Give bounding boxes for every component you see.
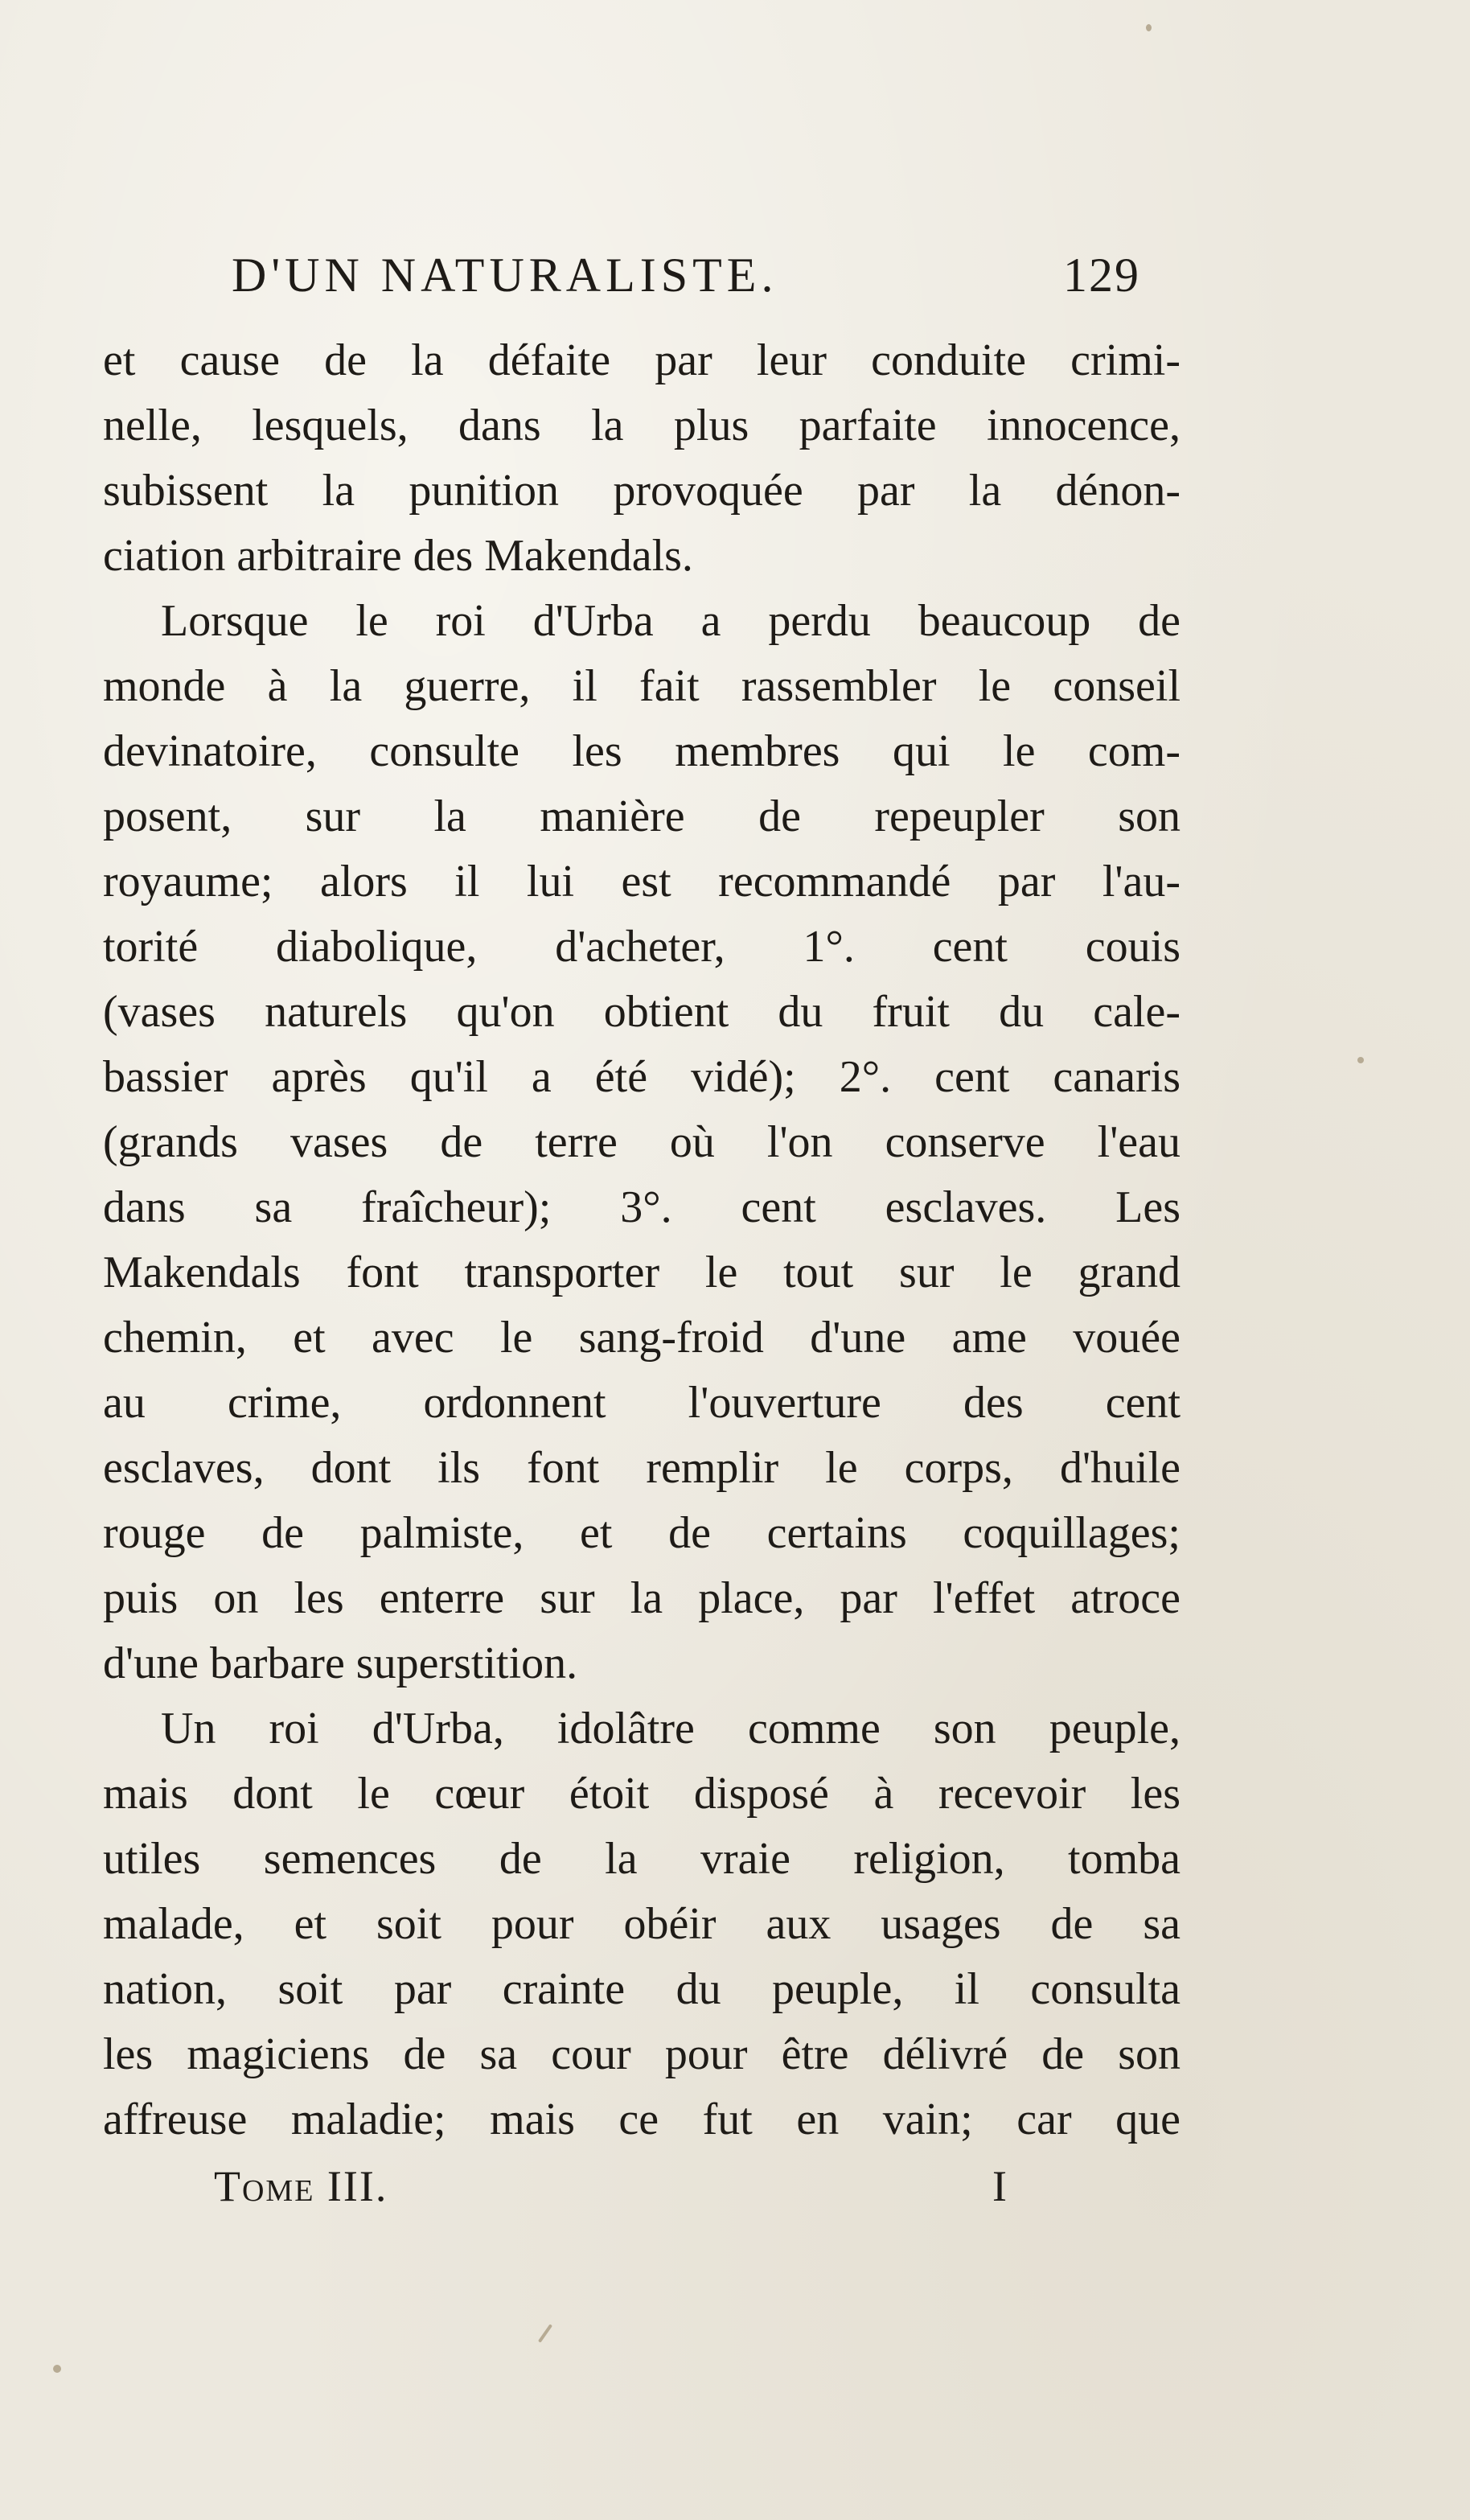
text-line: et cause de la défaite par leur conduite crimi- [103, 335, 1181, 385]
text-line: puis on les enterre sur la place, par l'effet atroce [103, 1573, 1181, 1623]
text-line: malade, et soit pour obéir aux usages de sa [103, 1899, 1181, 1949]
volume-label: Tome III. [214, 2162, 388, 2210]
text-line: au crime, ordonnent l'ouverture des cent [103, 1378, 1181, 1428]
page-number: 129 [1063, 249, 1140, 302]
paragraph-2 [103, 589, 1181, 1696]
text-line: (vases naturels qu'on obtient du fruit du cale- [103, 987, 1181, 1037]
text-line: ciation arbitraire des Makendals. [103, 531, 693, 581]
paragraph-1 [103, 328, 1181, 589]
text-line: rouge de palmiste, et de certains coquillages; [103, 1508, 1181, 1558]
text-line: (grands vases de terre où l'on conserve l'eau [103, 1117, 1181, 1167]
text-line: devinatoire, consulte les membres qui le com- [103, 726, 1181, 776]
text-line: Un roi d'Urba, idolâtre comme son peuple, [161, 1704, 1181, 1753]
paragraph-3 [103, 1696, 1181, 2152]
text-line: les magiciens de sa cour pour être délivré de son [103, 2029, 1181, 2079]
text-line: Makendals font transporter le tout sur le grand [103, 1248, 1181, 1297]
text-line: chemin, et avec le sang-froid d'une ame vouée [103, 1313, 1181, 1363]
text-line: mais dont le cœur étoit disposé à recevoir les [103, 1769, 1181, 1819]
text-line: dans sa fraîcheur); 3°. cent esclaves. Les [103, 1182, 1181, 1232]
text-line: bassier après qu'il a été vidé); 2°. cent canaris [103, 1052, 1181, 1102]
body-text [103, 328, 1181, 2152]
signature-mark: I [992, 2162, 1007, 2210]
running-head-title: D'UN NATURALISTE. [232, 249, 778, 302]
text-line: nation, soit par crainte du peuple, il consulta [103, 1964, 1181, 2014]
text-line: esclaves, dont ils font remplir le corps, d'huile [103, 1443, 1181, 1493]
text-line: royaume; alors il lui est recommandé par l'au- [103, 857, 1181, 906]
paper-speck [53, 2365, 61, 2373]
text-line: affreuse maladie; mais ce fut en vain; car que [103, 2095, 1181, 2144]
page-footer [103, 2154, 1181, 2218]
paper-speck [1357, 1057, 1364, 1063]
text-line: d'une barbare superstition. [103, 1638, 578, 1688]
text-line: torité diabolique, d'acheter, 1°. cent couis [103, 922, 1181, 972]
text-line: Lorsque le roi d'Urba a perdu beaucoup de [161, 596, 1181, 646]
paper-speck [1146, 24, 1152, 31]
text-line: monde à la guerre, il fait rassembler le conseil [103, 661, 1181, 711]
text-line: subissent la punition provoquée par la dénon- [103, 466, 1181, 516]
text-line: nelle, lesquels, dans la plus parfaite innocence, [103, 401, 1181, 450]
text-line: utiles semences de la vraie religion, tomba [103, 1834, 1181, 1884]
running-head [103, 243, 1140, 307]
text-line: posent, sur la manière de repeupler son [103, 791, 1181, 841]
